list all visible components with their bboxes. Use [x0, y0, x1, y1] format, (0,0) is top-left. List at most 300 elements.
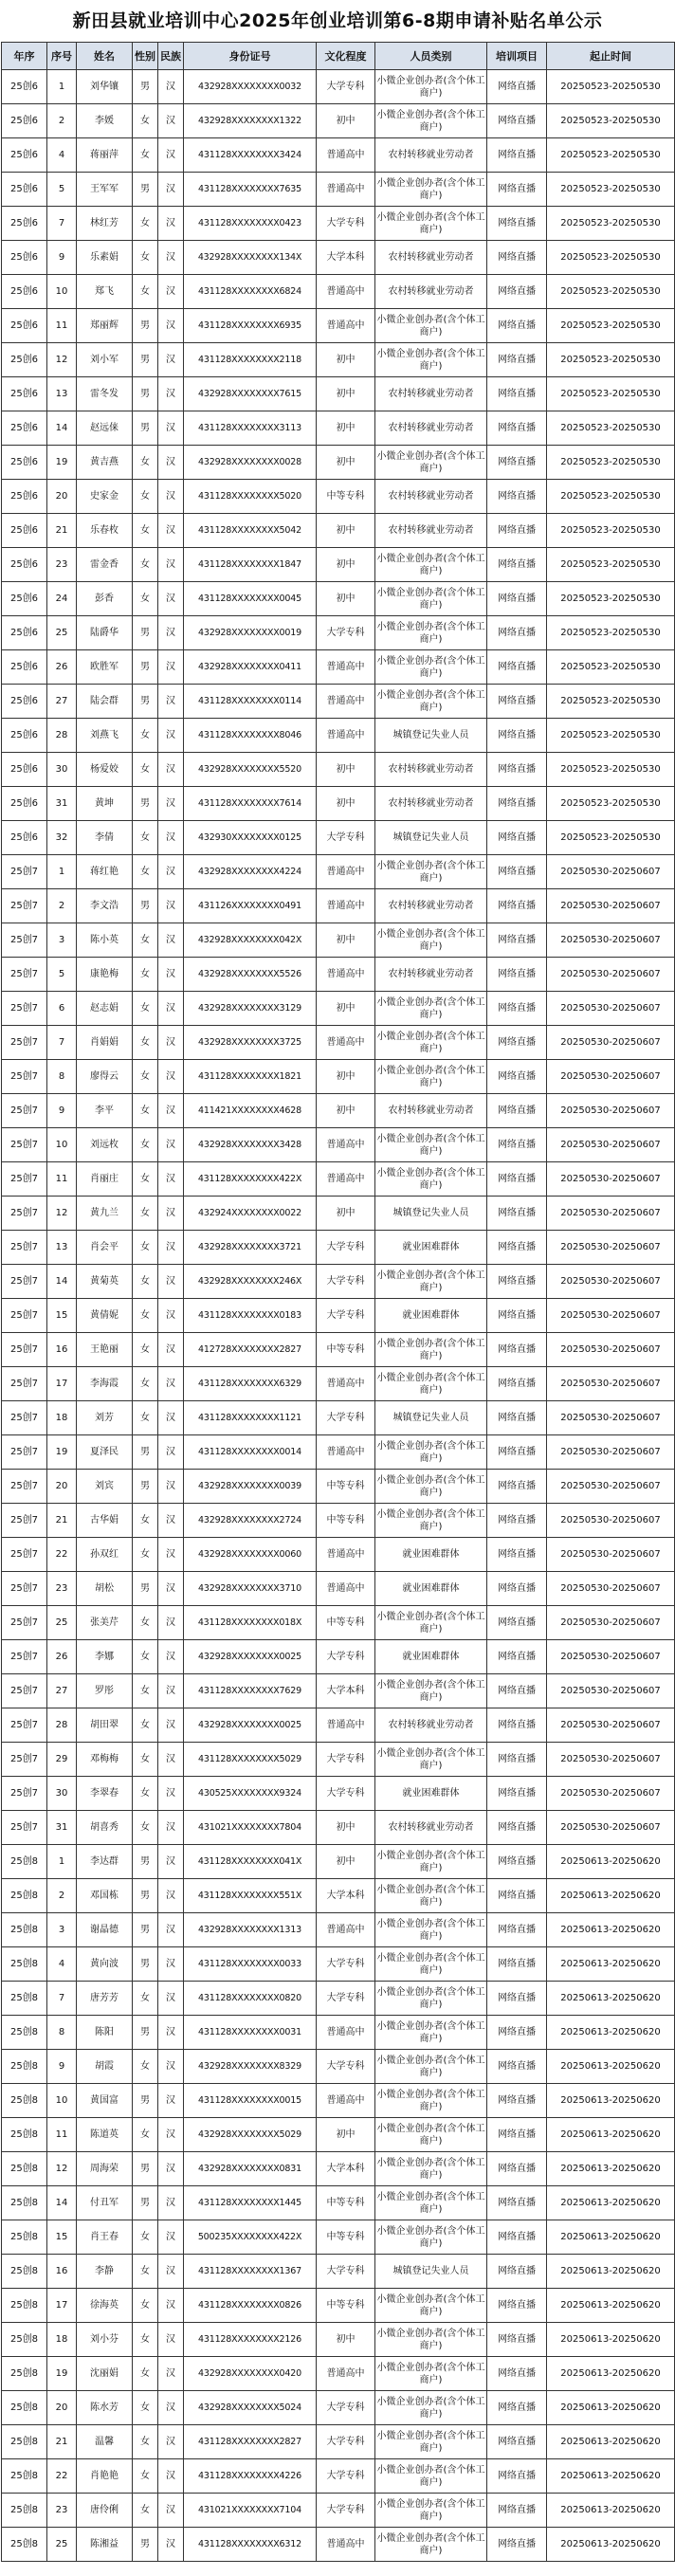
- cell-category: 小微企业创办者(含个体工商户): [375, 650, 487, 685]
- cell-gender: 女: [133, 548, 158, 582]
- cell-seq: 19: [47, 1435, 77, 1470]
- cell-seq: 1: [47, 855, 77, 889]
- cell-year-batch: 25创6: [2, 719, 47, 753]
- cell-year-batch: 25创7: [2, 1026, 47, 1060]
- cell-period: 20250530-20250607: [547, 1265, 675, 1299]
- table-row: [2, 1743, 675, 1777]
- cell-category: 小微企业创办者(含个体工商户): [375, 173, 487, 207]
- cell-ethnicity: 汉: [158, 1367, 184, 1401]
- cell-year-batch: 25创6: [2, 514, 47, 548]
- cell-id-number: 431128XXXXXXXX422X: [184, 1162, 317, 1197]
- cell-category: 城镇登记失业人员: [375, 719, 487, 753]
- cell-ethnicity: 汉: [158, 2494, 184, 2528]
- cell-name: 黄坤: [77, 787, 133, 821]
- cell-gender: 女: [133, 1162, 158, 1197]
- cell-ethnicity: 汉: [158, 1128, 184, 1162]
- cell-period: 20250523-20250530: [547, 821, 675, 855]
- cell-ethnicity: 汉: [158, 343, 184, 377]
- cell-category: 小微企业创办者(含个体工商户): [375, 1845, 487, 1879]
- cell-period: 20250530-20250607: [547, 1777, 675, 1811]
- cell-seq: 8: [47, 2016, 77, 2050]
- cell-category: 小微企业创办者(含个体工商户): [375, 548, 487, 582]
- cell-period: 20250613-20250620: [547, 2528, 675, 2562]
- cell-period: 20250530-20250607: [547, 1231, 675, 1265]
- cell-seq: 26: [47, 1640, 77, 1674]
- cell-year-batch: 25创7: [2, 1435, 47, 1470]
- cell-name: 郑飞: [77, 275, 133, 309]
- page-title: 新田县就业培训中心2025年创业培训第6-8期申请补贴名单公示: [72, 10, 603, 31]
- cell-category: 小微企业创办者(含个体工商户): [375, 685, 487, 719]
- cell-education: 初中: [317, 1811, 375, 1845]
- cell-education: 大学专科: [317, 1743, 375, 1777]
- cell-period: 20250530-20250607: [547, 1401, 675, 1435]
- cell-gender: 男: [133, 1572, 158, 1606]
- cell-education: 大学专科: [317, 2425, 375, 2459]
- cell-training: 网络直播: [487, 2425, 547, 2459]
- cell-category: 小微企业创办者(含个体工商户): [375, 2186, 487, 2220]
- cell-period: 20250523-20250530: [547, 480, 675, 514]
- cell-ethnicity: 汉: [158, 207, 184, 241]
- cell-period: 20250613-20250620: [547, 2323, 675, 2357]
- cell-name: 黄倩妮: [77, 1299, 133, 1333]
- cell-ethnicity: 汉: [158, 1162, 184, 1197]
- cell-period: 20250530-20250607: [547, 1470, 675, 1504]
- cell-gender: 男: [133, 2528, 158, 2562]
- cell-id-number: 432928XXXXXXXX8329: [184, 2050, 317, 2084]
- cell-gender: 女: [133, 1094, 158, 1128]
- cell-id-number: 432928XXXXXXXX2724: [184, 1504, 317, 1538]
- table-row: [2, 753, 675, 787]
- table-row: [2, 1367, 675, 1401]
- cell-training: 网络直播: [487, 719, 547, 753]
- cell-id-number: 431128XXXXXXXX0033: [184, 1947, 317, 1982]
- cell-period: 20250530-20250607: [547, 923, 675, 958]
- cell-category: 小微企业创办者(含个体工商户): [375, 2220, 487, 2255]
- cell-gender: 女: [133, 1026, 158, 1060]
- cell-category: 小微企业创办者(含个体工商户): [375, 70, 487, 104]
- cell-category: 小微企业创办者(含个体工商户): [375, 2494, 487, 2528]
- cell-seq: 1: [47, 1845, 77, 1879]
- cell-seq: 19: [47, 446, 77, 480]
- cell-name: 林红芳: [77, 207, 133, 241]
- cell-period: 20250523-20250530: [547, 719, 675, 753]
- cell-gender: 女: [133, 582, 158, 616]
- cell-year-batch: 25创7: [2, 1674, 47, 1708]
- table-row: [2, 343, 675, 377]
- cell-year-batch: 25创7: [2, 1504, 47, 1538]
- cell-seq: 31: [47, 1811, 77, 1845]
- cell-year-batch: 25创8: [2, 1845, 47, 1879]
- cell-category: 小微企业创办者(含个体工商户): [375, 446, 487, 480]
- cell-id-number: 431128XXXXXXXX5020: [184, 480, 317, 514]
- cell-ethnicity: 汉: [158, 1947, 184, 1982]
- cell-education: 大学专科: [317, 70, 375, 104]
- cell-ethnicity: 汉: [158, 446, 184, 480]
- cell-education: 大学本科: [317, 1674, 375, 1708]
- cell-seq: 9: [47, 1094, 77, 1128]
- cell-seq: 10: [47, 1128, 77, 1162]
- cell-ethnicity: 汉: [158, 1231, 184, 1265]
- cell-gender: 男: [133, 1913, 158, 1947]
- cell-education: 初中: [317, 377, 375, 411]
- cell-training: 网络直播: [487, 309, 547, 343]
- cell-name: 陈阳: [77, 2016, 133, 2050]
- cell-category: 就业困难群体: [375, 1777, 487, 1811]
- cell-period: 20250523-20250530: [547, 173, 675, 207]
- cell-name: 邓国栋: [77, 1879, 133, 1913]
- cell-training: 网络直播: [487, 616, 547, 650]
- cell-name: 唐伶俐: [77, 2494, 133, 2528]
- cell-category: 就业困难群体: [375, 1640, 487, 1674]
- cell-seq: 28: [47, 1708, 77, 1743]
- cell-seq: 18: [47, 2323, 77, 2357]
- cell-year-batch: 25创8: [2, 2459, 47, 2494]
- cell-gender: 女: [133, 1674, 158, 1708]
- table-row: [2, 1333, 675, 1367]
- table-row: [2, 1538, 675, 1572]
- cell-id-number: 430525XXXXXXXX9324: [184, 1777, 317, 1811]
- cell-gender: 女: [133, 1708, 158, 1743]
- cell-year-batch: 25创7: [2, 889, 47, 923]
- header-category: 人员类别: [375, 43, 487, 70]
- cell-category: 小微企业创办者(含个体工商户): [375, 1367, 487, 1401]
- cell-seq: 21: [47, 1504, 77, 1538]
- cell-seq: 16: [47, 2255, 77, 2289]
- cell-id-number: 431128XXXXXXXX0820: [184, 1982, 317, 2016]
- table-row: [2, 2084, 675, 2118]
- cell-period: 20250523-20250530: [547, 138, 675, 173]
- cell-gender: 男: [133, 377, 158, 411]
- cell-year-batch: 25创7: [2, 1538, 47, 1572]
- table-row: [2, 1947, 675, 1982]
- cell-year-batch: 25创6: [2, 616, 47, 650]
- cell-gender: 男: [133, 2186, 158, 2220]
- cell-ethnicity: 汉: [158, 2391, 184, 2425]
- cell-name: 付丑军: [77, 2186, 133, 2220]
- cell-name: 李达群: [77, 1845, 133, 1879]
- cell-name: 刘小芬: [77, 2323, 133, 2357]
- cell-seq: 30: [47, 753, 77, 787]
- cell-training: 网络直播: [487, 685, 547, 719]
- cell-name: 赵远俫: [77, 411, 133, 446]
- cell-period: 20250530-20250607: [547, 1060, 675, 1094]
- header-name: 姓名: [77, 43, 133, 70]
- table-row: [2, 1913, 675, 1947]
- cell-period: 20250613-20250620: [547, 2289, 675, 2323]
- cell-education: 中等专科: [317, 480, 375, 514]
- cell-ethnicity: 汉: [158, 1640, 184, 1674]
- cell-ethnicity: 汉: [158, 2186, 184, 2220]
- cell-period: 20250613-20250620: [547, 2220, 675, 2255]
- table-row: [2, 104, 675, 138]
- cell-education: 初中: [317, 548, 375, 582]
- cell-period: 20250523-20250530: [547, 685, 675, 719]
- cell-period: 20250523-20250530: [547, 411, 675, 446]
- cell-period: 20250613-20250620: [547, 2494, 675, 2528]
- cell-name: 蒋丽萍: [77, 138, 133, 173]
- table-row: [2, 2391, 675, 2425]
- cell-training: 网络直播: [487, 2186, 547, 2220]
- cell-category: 小微企业创办者(含个体工商户): [375, 1060, 487, 1094]
- cell-period: 20250530-20250607: [547, 1094, 675, 1128]
- cell-training: 网络直播: [487, 753, 547, 787]
- cell-year-batch: 25创8: [2, 2016, 47, 2050]
- cell-gender: 男: [133, 1947, 158, 1982]
- cell-name: 刘远枚: [77, 1128, 133, 1162]
- cell-id-number: 431128XXXXXXXX3113: [184, 411, 317, 446]
- cell-id-number: 432928XXXXXXXX0060: [184, 1538, 317, 1572]
- cell-training: 网络直播: [487, 104, 547, 138]
- cell-id-number: 431128XXXXXXXX1367: [184, 2255, 317, 2289]
- cell-gender: 女: [133, 1333, 158, 1367]
- cell-training: 网络直播: [487, 2152, 547, 2186]
- cell-name: 黄九兰: [77, 1197, 133, 1231]
- cell-year-batch: 25创7: [2, 1606, 47, 1640]
- cell-gender: 男: [133, 2152, 158, 2186]
- cell-id-number: 431128XXXXXXXX6935: [184, 309, 317, 343]
- cell-id-number: 432928XXXXXXXX4224: [184, 855, 317, 889]
- cell-ethnicity: 汉: [158, 2050, 184, 2084]
- cell-education: 大学专科: [317, 2459, 375, 2494]
- cell-education: 普通高中: [317, 1435, 375, 1470]
- cell-id-number: 432928XXXXXXXX0025: [184, 1708, 317, 1743]
- cell-gender: 女: [133, 992, 158, 1026]
- table-row: [2, 2357, 675, 2391]
- cell-name: 古华娟: [77, 1504, 133, 1538]
- table-row: [2, 1572, 675, 1606]
- cell-training: 网络直播: [487, 1401, 547, 1435]
- cell-id-number: 432928XXXXXXXX0411: [184, 650, 317, 685]
- table-row: [2, 958, 675, 992]
- cell-ethnicity: 汉: [158, 1333, 184, 1367]
- cell-id-number: 432928XXXXXXXX246X: [184, 1265, 317, 1299]
- cell-name: 李海霞: [77, 1367, 133, 1401]
- cell-seq: 23: [47, 1572, 77, 1606]
- cell-category: 小微企业创办者(含个体工商户): [375, 582, 487, 616]
- cell-year-batch: 25创6: [2, 275, 47, 309]
- cell-seq: 29: [47, 1743, 77, 1777]
- cell-seq: 3: [47, 1913, 77, 1947]
- cell-seq: 20: [47, 2391, 77, 2425]
- cell-ethnicity: 汉: [158, 1197, 184, 1231]
- cell-ethnicity: 汉: [158, 1538, 184, 1572]
- cell-id-number: 431128XXXXXXXX1121: [184, 1401, 317, 1435]
- cell-education: 初中: [317, 343, 375, 377]
- cell-gender: 女: [133, 1811, 158, 1845]
- cell-training: 网络直播: [487, 1470, 547, 1504]
- cell-id-number: 431128XXXXXXXX6824: [184, 275, 317, 309]
- cell-gender: 女: [133, 138, 158, 173]
- cell-category: 城镇登记失业人员: [375, 1197, 487, 1231]
- cell-id-number: 432928XXXXXXXX0028: [184, 446, 317, 480]
- cell-id-number: 431021XXXXXXXX7104: [184, 2494, 317, 2528]
- cell-category: 农村转移就业劳动者: [375, 1094, 487, 1128]
- cell-education: 大学本科: [317, 241, 375, 275]
- cell-name: 康艳梅: [77, 958, 133, 992]
- cell-gender: 女: [133, 1060, 158, 1094]
- cell-id-number: 431128XXXXXXXX6312: [184, 2528, 317, 2562]
- cell-gender: 女: [133, 2050, 158, 2084]
- cell-training: 网络直播: [487, 1231, 547, 1265]
- cell-name: 徐海英: [77, 2289, 133, 2323]
- table-row: [2, 1674, 675, 1708]
- cell-category: 小微企业创办者(含个体工商户): [375, 1606, 487, 1640]
- cell-year-batch: 25创7: [2, 1094, 47, 1128]
- table-row: [2, 446, 675, 480]
- cell-year-batch: 25创6: [2, 343, 47, 377]
- cell-category: 小微企业创办者(含个体工商户): [375, 1333, 487, 1367]
- cell-id-number: 432928XXXXXXXX0039: [184, 1470, 317, 1504]
- cell-period: 20250523-20250530: [547, 377, 675, 411]
- cell-period: 20250530-20250607: [547, 889, 675, 923]
- cell-year-batch: 25创8: [2, 2494, 47, 2528]
- cell-gender: 女: [133, 2357, 158, 2391]
- cell-gender: 女: [133, 1197, 158, 1231]
- cell-category: 小微企业创办者(含个体工商户): [375, 1913, 487, 1947]
- cell-training: 网络直播: [487, 1606, 547, 1640]
- header-gender: 性别: [133, 43, 158, 70]
- table-row: [2, 480, 675, 514]
- cell-name: 蒋红艳: [77, 855, 133, 889]
- cell-id-number: 431128XXXXXXXX0114: [184, 685, 317, 719]
- cell-gender: 女: [133, 514, 158, 548]
- cell-name: 雷冬发: [77, 377, 133, 411]
- table-row: [2, 1299, 675, 1333]
- table-row: [2, 992, 675, 1026]
- cell-name: 刘芳: [77, 1401, 133, 1435]
- cell-id-number: 411421XXXXXXXX4628: [184, 1094, 317, 1128]
- cell-id-number: 432928XXXXXXXX5024: [184, 2391, 317, 2425]
- cell-gender: 女: [133, 1367, 158, 1401]
- cell-training: 网络直播: [487, 1333, 547, 1367]
- cell-ethnicity: 汉: [158, 650, 184, 685]
- table-row: [2, 1504, 675, 1538]
- cell-seq: 26: [47, 650, 77, 685]
- cell-id-number: 412728XXXXXXXX2827: [184, 1333, 317, 1367]
- table-row: [2, 2152, 675, 2186]
- cell-category: 小微企业创办者(含个体工商户): [375, 2289, 487, 2323]
- table-row: [2, 2050, 675, 2084]
- cell-gender: 女: [133, 1299, 158, 1333]
- cell-ethnicity: 汉: [158, 2459, 184, 2494]
- cell-gender: 女: [133, 1743, 158, 1777]
- cell-seq: 23: [47, 548, 77, 582]
- cell-education: 初中: [317, 2118, 375, 2152]
- cell-period: 20250523-20250530: [547, 548, 675, 582]
- cell-gender: 女: [133, 2425, 158, 2459]
- cell-ethnicity: 汉: [158, 685, 184, 719]
- cell-training: 网络直播: [487, 1538, 547, 1572]
- cell-ethnicity: 汉: [158, 2255, 184, 2289]
- table-row: [2, 1094, 675, 1128]
- cell-category: 小微企业创办者(含个体工商户): [375, 207, 487, 241]
- cell-year-batch: 25创7: [2, 1708, 47, 1743]
- cell-category: 就业困难群体: [375, 1299, 487, 1333]
- cell-id-number: 431128XXXXXXXX0826: [184, 2289, 317, 2323]
- cell-training: 网络直播: [487, 2050, 547, 2084]
- cell-training: 网络直播: [487, 1777, 547, 1811]
- cell-year-batch: 25创6: [2, 411, 47, 446]
- cell-seq: 4: [47, 138, 77, 173]
- cell-id-number: 431128XXXXXXXX1847: [184, 548, 317, 582]
- cell-year-batch: 25创7: [2, 1299, 47, 1333]
- cell-ethnicity: 汉: [158, 548, 184, 582]
- cell-gender: 女: [133, 2494, 158, 2528]
- cell-year-batch: 25创6: [2, 753, 47, 787]
- cell-education: 大学专科: [317, 1982, 375, 2016]
- cell-year-batch: 25创6: [2, 207, 47, 241]
- table-row: [2, 2323, 675, 2357]
- cell-category: 城镇登记失业人员: [375, 1401, 487, 1435]
- cell-ethnicity: 汉: [158, 1708, 184, 1743]
- cell-training: 网络直播: [487, 514, 547, 548]
- cell-gender: 男: [133, 889, 158, 923]
- table-row: [2, 582, 675, 616]
- cell-gender: 女: [133, 1265, 158, 1299]
- cell-name: 史家金: [77, 480, 133, 514]
- cell-year-batch: 25创8: [2, 2528, 47, 2562]
- cell-category: 小微企业创办者(含个体工商户): [375, 1265, 487, 1299]
- cell-education: 大学专科: [317, 2391, 375, 2425]
- table-row: [2, 514, 675, 548]
- cell-year-batch: 25创8: [2, 1947, 47, 1982]
- cell-period: 20250530-20250607: [547, 855, 675, 889]
- cell-ethnicity: 汉: [158, 241, 184, 275]
- cell-gender: 女: [133, 2323, 158, 2357]
- cell-period: 20250530-20250607: [547, 1640, 675, 1674]
- cell-name: 黄国富: [77, 2084, 133, 2118]
- cell-period: 20250523-20250530: [547, 650, 675, 685]
- cell-training: 网络直播: [487, 2323, 547, 2357]
- cell-ethnicity: 汉: [158, 1777, 184, 1811]
- table-row: [2, 1197, 675, 1231]
- cell-name: 温馨: [77, 2425, 133, 2459]
- cell-ethnicity: 汉: [158, 2084, 184, 2118]
- cell-gender: 男: [133, 309, 158, 343]
- cell-ethnicity: 汉: [158, 1265, 184, 1299]
- cell-seq: 16: [47, 1333, 77, 1367]
- cell-period: 20250530-20250607: [547, 1743, 675, 1777]
- cell-gender: 女: [133, 719, 158, 753]
- cell-training: 网络直播: [487, 343, 547, 377]
- cell-training: 网络直播: [487, 1572, 547, 1606]
- table-row: [2, 1879, 675, 1913]
- cell-id-number: 432928XXXXXXXX1313: [184, 1913, 317, 1947]
- cell-id-number: 431128XXXXXXXX2126: [184, 2323, 317, 2357]
- cell-period: 20250530-20250607: [547, 1299, 675, 1333]
- table-row: [2, 2186, 675, 2220]
- cell-id-number: 432928XXXXXXXX0025: [184, 1640, 317, 1674]
- cell-name: 李媛: [77, 104, 133, 138]
- cell-category: 小微企业创办者(含个体工商户): [375, 2425, 487, 2459]
- cell-training: 网络直播: [487, 1947, 547, 1982]
- cell-ethnicity: 汉: [158, 1845, 184, 1879]
- cell-gender: 女: [133, 2391, 158, 2425]
- table-row: [2, 2118, 675, 2152]
- cell-ethnicity: 汉: [158, 104, 184, 138]
- cell-period: 20250530-20250607: [547, 992, 675, 1026]
- cell-training: 网络直播: [487, 923, 547, 958]
- cell-year-batch: 25创8: [2, 2255, 47, 2289]
- cell-year-batch: 25创6: [2, 173, 47, 207]
- cell-seq: 14: [47, 2186, 77, 2220]
- cell-category: 小微企业创办者(含个体工商户): [375, 2323, 487, 2357]
- cell-year-batch: 25创8: [2, 1879, 47, 1913]
- cell-name: 周海荣: [77, 2152, 133, 2186]
- cell-ethnicity: 汉: [158, 309, 184, 343]
- cell-training: 网络直播: [487, 2220, 547, 2255]
- cell-name: 胡喜秀: [77, 1811, 133, 1845]
